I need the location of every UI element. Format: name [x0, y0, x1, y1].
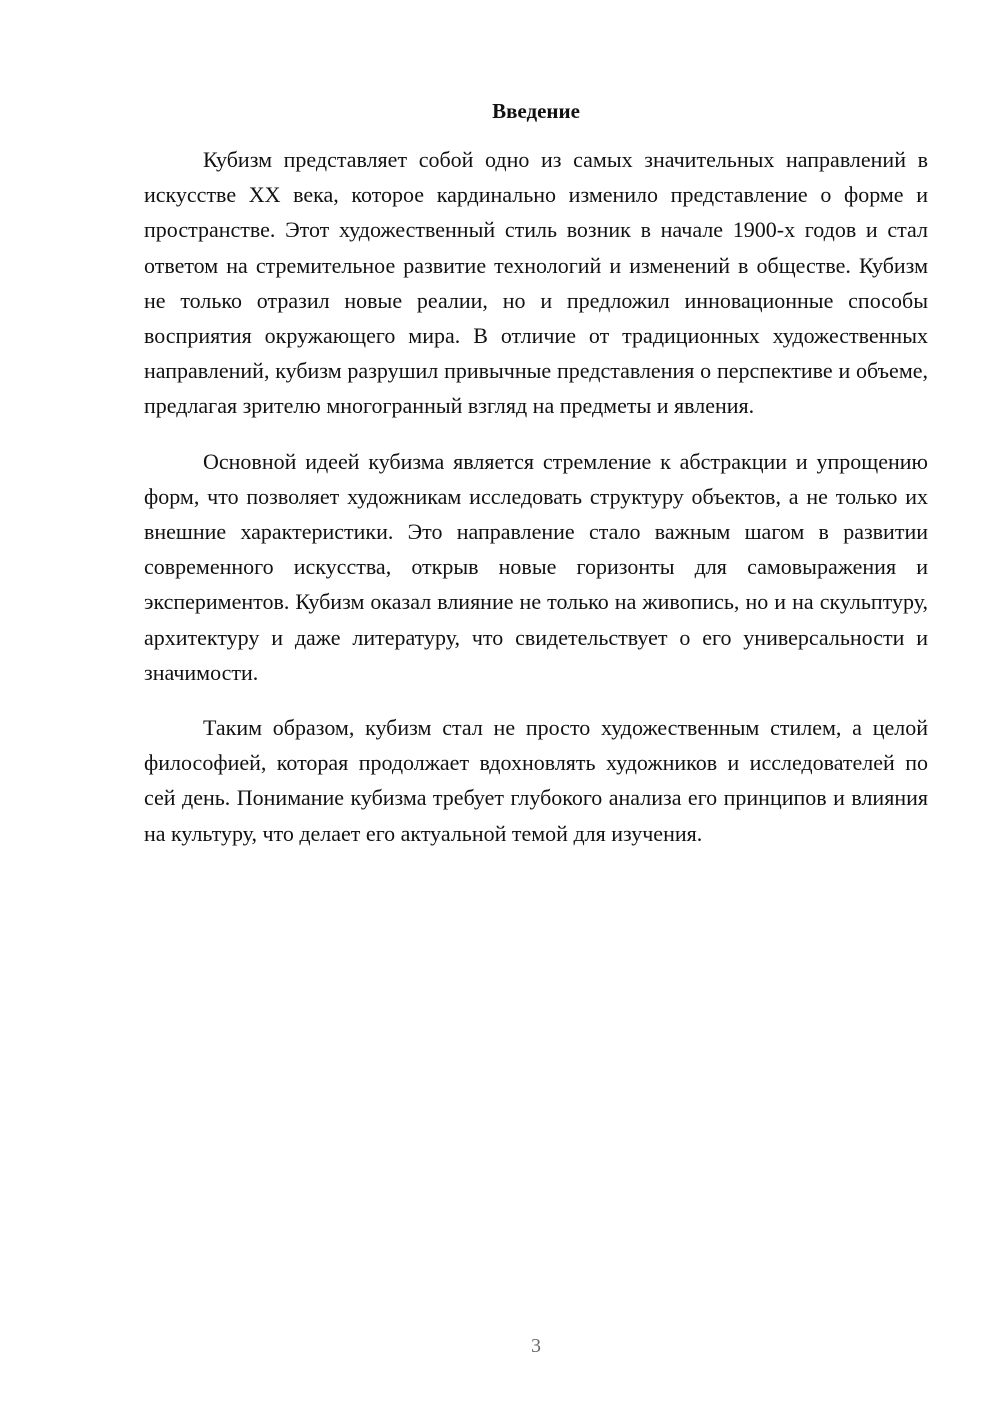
paragraph-2: Основной идеей кубизма является стремление к абстракции и упрощению форм, что позволяет художникам исследовать структуру объектов, а не только их внешние характеристики. Это направление стало важным шагом в развитии современного искусства, открыв новые горизонты для самовыражения и экспериментов. Кубизм оказал влияние не только на живопись, но и на скульптуру, архитектуру и даже литературу, что свидетельствует о его универсальности и значимости.	[144, 448, 928, 685]
paragraph-1: Кубизм представляет собой одно из самых значительных направлений в искусстве XX века, которое кардинально изменило представление о форме и пространстве. Этот художественный стиль возник в начале 1900-х годов и стал ответом на стремительное развитие технологий и изменений в обществе. Кубизм не только отразил новые реалии, но и предложил инновационные способы восприятия окружающего мира. В отличие от традиционных художественных направлений, кубизм разрушил привычные представления о перспективе и объеме, предлагая зрителю многогранный взгляд на предметы и явления.	[144, 147, 928, 419]
document-body	[144, 142, 928, 871]
page-number: 3	[531, 1335, 541, 1357]
section-heading: Введение	[492, 99, 580, 123]
paragraph-3: Таким образом, кубизм стал не просто художественным стилем, а целой философией, которая продолжает вдохновлять художников и исследователей по сей день. Понимание кубизма требует глубокого анализа его принципов и влияния на культуру, что делает его актуальной темой для изучения.	[144, 715, 928, 846]
